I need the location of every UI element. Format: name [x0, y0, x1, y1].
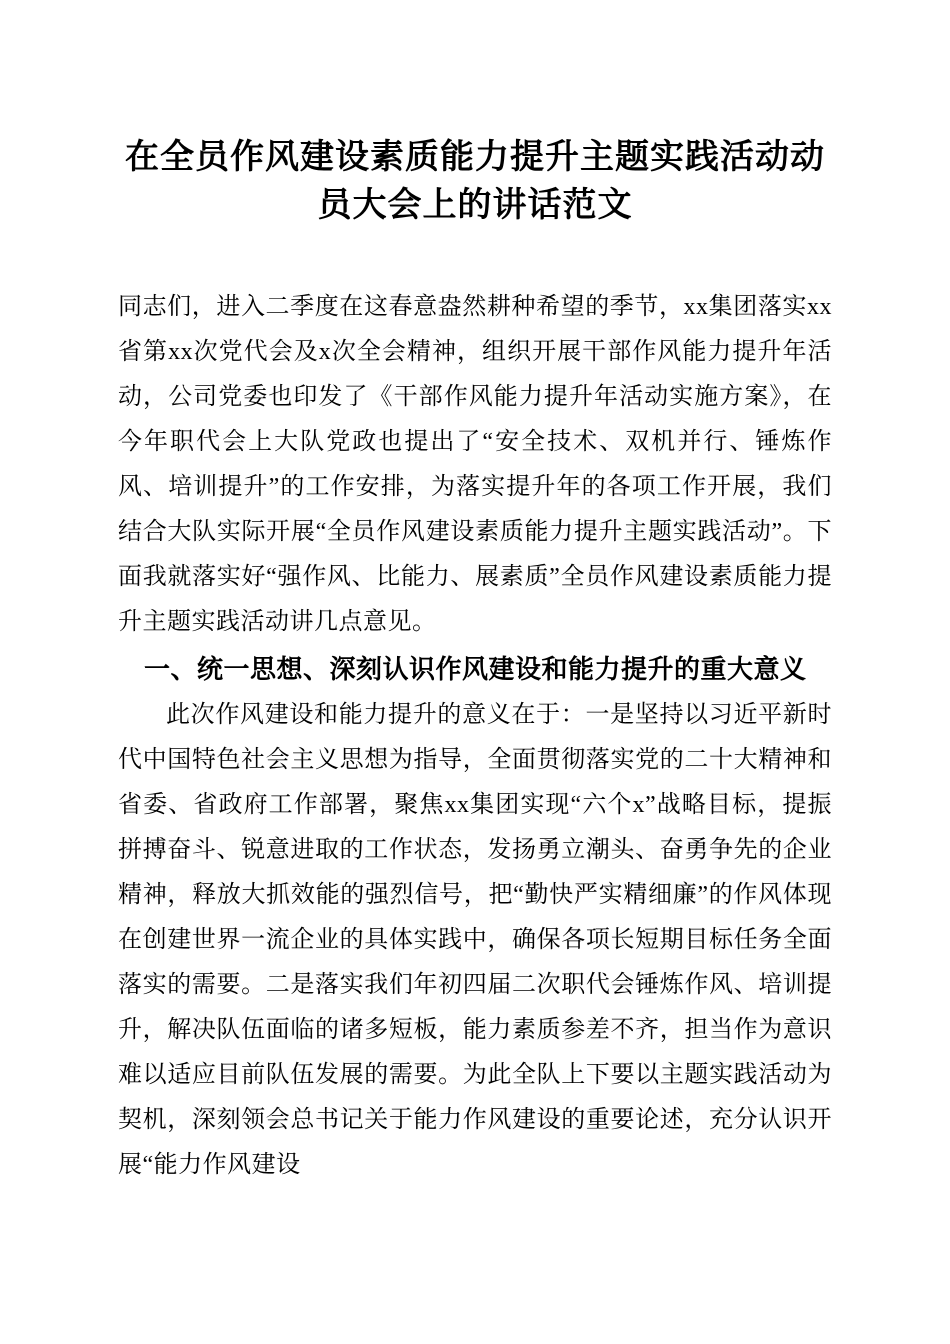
- body-paragraph: 此次作风建设和能力提升的意义在于：一是坚持以习近平新时代中国特色社会主义思想为指导，全面贯彻落实党的二十大精神和省委、省政府工作部署，聚焦xx集团实现“六个x”战略目标，提振拼搏奋斗、锐意进取的工作状态，发扬勇立潮头、奋勇争先的企业精神，释放大抓效能的强烈信号，把“勤快严实精细廉”的作风体现在创建世界一流企业的具体实践中，确保各项长短期目标任务全面落实的需要。二是落实我们年初四届二次职代会锤炼作风、培训提升，解决队伍面临的诸多短板，能力素质参差不齐，担当作为意识难以适应目前队伍发展的需要。为此全队上下要以主题实践活动为契机，深刻领会总书记关于能力作风建设的重要论述，充分认识开展“能力作风建设: [118, 702, 832, 1178]
- document-title: 在全员作风建设素质能力提升主题实践活动动员大会上的讲话范文: [125, 138, 825, 224]
- section-heading: 一、统一思想、深刻认识作风建设和能力提升的重大意义: [144, 654, 807, 684]
- body-paragraph: 同志们，进入二季度在这春意盎然耕种希望的季节，xx集团落实xx省第xx次党代会及x次全会精神，组织开展干部作风能力提升年活动，公司党委也印发了《干部作风能力提升年活动实施方案》，在今年职代会上大队党政也提出了“安全技术、双机并行、锤炼作风、培训提升”的工作安排，为落实提升年的各项工作开展，我们结合大队实际开展“全员作风建设素质能力提升主题实践活动”。下面我就落实好“强作风、比能力、展素质”全员作风建设素质能力提升主题实践活动讲几点意见。: [118, 294, 832, 635]
- document-body: [118, 285, 832, 1188]
